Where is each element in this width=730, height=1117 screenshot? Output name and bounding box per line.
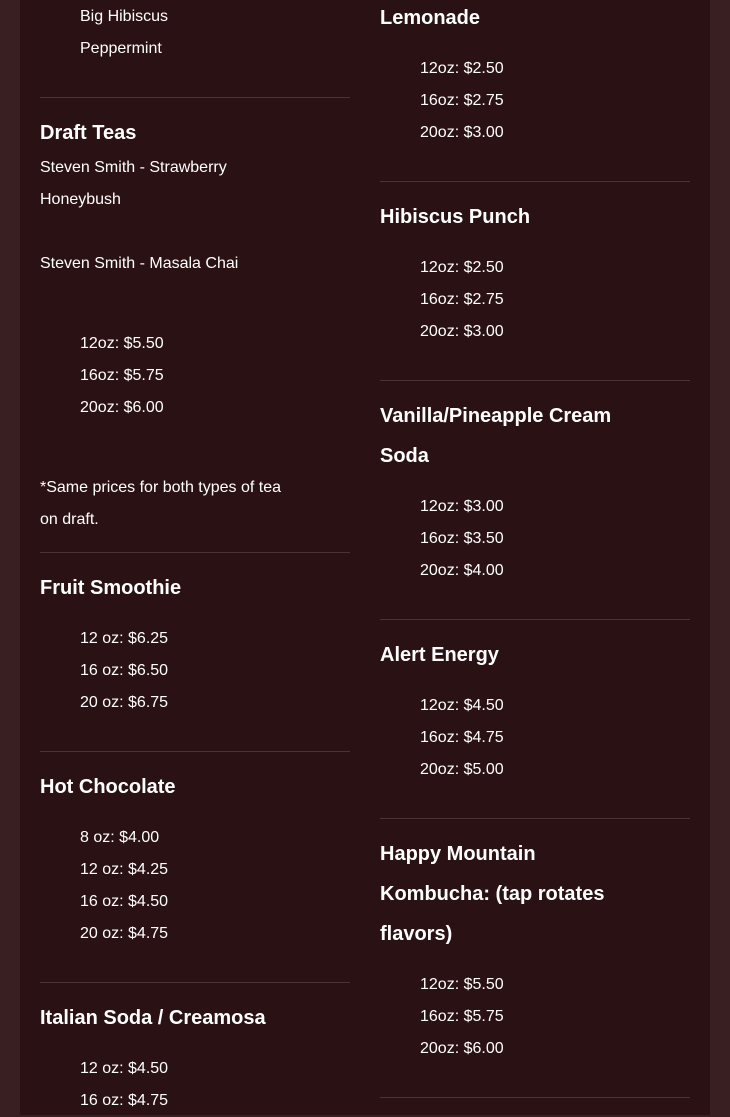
- section-divider: [380, 619, 690, 620]
- cream-soda-heading: Vanilla/Pineapple Cream: [380, 405, 612, 427]
- kombucha-prices: [380, 969, 504, 1065]
- price-item: 16oz: $4.75: [420, 729, 504, 746]
- price-item: 12oz: $5.50: [420, 976, 504, 993]
- price-item: 20 oz: $4.75: [80, 925, 169, 942]
- fruit-smoothie-heading: Fruit Smoothie: [40, 577, 182, 599]
- section-divider: [380, 181, 690, 182]
- intro-list: [40, 1, 168, 65]
- price-item: 20 oz: $6.75: [80, 694, 169, 711]
- price-item: 20oz: $6.00: [80, 399, 164, 416]
- hot-chocolate-heading: Hot Chocolate: [40, 776, 176, 798]
- draft-tea-name: Steven Smith - Masala Chai: [40, 255, 239, 272]
- price-item: 16oz: $2.75: [420, 291, 504, 308]
- italian-soda-prices: [40, 1053, 168, 1117]
- price-item: 16 oz: $4.50: [80, 893, 169, 910]
- kombucha-heading-cont: Kombucha: (tap rotates: [380, 883, 605, 905]
- kombucha-heading: Happy Mountain: [380, 843, 536, 865]
- price-item: 20oz: $6.00: [420, 1040, 504, 1057]
- section-divider: [380, 380, 690, 381]
- price-item: 16 oz: $6.50: [80, 662, 169, 679]
- price-item: 12oz: $3.00: [420, 498, 504, 515]
- hot-chocolate-prices: [40, 822, 168, 950]
- price-item: 20oz: $3.00: [420, 323, 504, 340]
- price-item: 12 oz: $4.50: [80, 1060, 169, 1077]
- price-item: 12 oz: $4.25: [80, 861, 169, 878]
- cream-soda-prices: [380, 491, 504, 587]
- section-divider: [40, 982, 350, 983]
- draft-teas-prices: [40, 328, 164, 424]
- lemonade-prices: [380, 53, 504, 149]
- price-item: 12oz: $2.50: [420, 60, 504, 77]
- price-item: 12oz: $5.50: [80, 335, 164, 352]
- price-item: 20oz: $5.00: [420, 761, 504, 778]
- price-item: 12oz: $2.50: [420, 259, 504, 276]
- price-item: 16oz: $2.75: [420, 92, 504, 109]
- hibiscus-punch-prices: [380, 252, 504, 348]
- draft-teas-heading: Draft Teas: [40, 122, 137, 144]
- price-item: 16oz: $5.75: [420, 1008, 504, 1025]
- draft-tea-name: Steven Smith - Strawberry: [40, 159, 227, 176]
- alert-energy-heading: Alert Energy: [380, 644, 499, 666]
- section-divider: [40, 97, 350, 98]
- cream-soda-heading-cont: Soda: [380, 445, 429, 467]
- section-divider: [40, 552, 350, 553]
- list-item: Peppermint: [80, 40, 162, 57]
- lemonade-heading: Lemonade: [380, 7, 481, 29]
- alert-energy-prices: [380, 690, 504, 786]
- draft-teas-note: *Same prices for both types of tea: [40, 479, 282, 496]
- price-item: 16oz: $5.75: [80, 367, 164, 384]
- price-item: 20oz: $3.00: [420, 124, 504, 141]
- section-divider: [40, 751, 350, 752]
- fruit-smoothie-prices: [40, 623, 168, 719]
- section-divider: [380, 1097, 690, 1098]
- kombucha-heading-cont: flavors): [380, 923, 453, 945]
- price-item: 12oz: $4.50: [420, 697, 504, 714]
- draft-tea-name-cont: Honeybush: [40, 191, 121, 208]
- italian-soda-heading: Italian Soda / Creamosa: [40, 1007, 266, 1029]
- price-item: 16 oz: $4.75: [80, 1092, 169, 1109]
- hibiscus-punch-heading: Hibiscus Punch: [380, 206, 531, 228]
- list-item: Big Hibiscus: [80, 8, 169, 25]
- price-item: 16oz: $3.50: [420, 530, 504, 547]
- price-item: 12 oz: $6.25: [80, 630, 169, 647]
- price-item: 20oz: $4.00: [420, 562, 504, 579]
- draft-teas-note-cont: on draft.: [40, 511, 99, 528]
- price-item: 8 oz: $4.00: [80, 829, 160, 846]
- section-divider: [380, 818, 690, 819]
